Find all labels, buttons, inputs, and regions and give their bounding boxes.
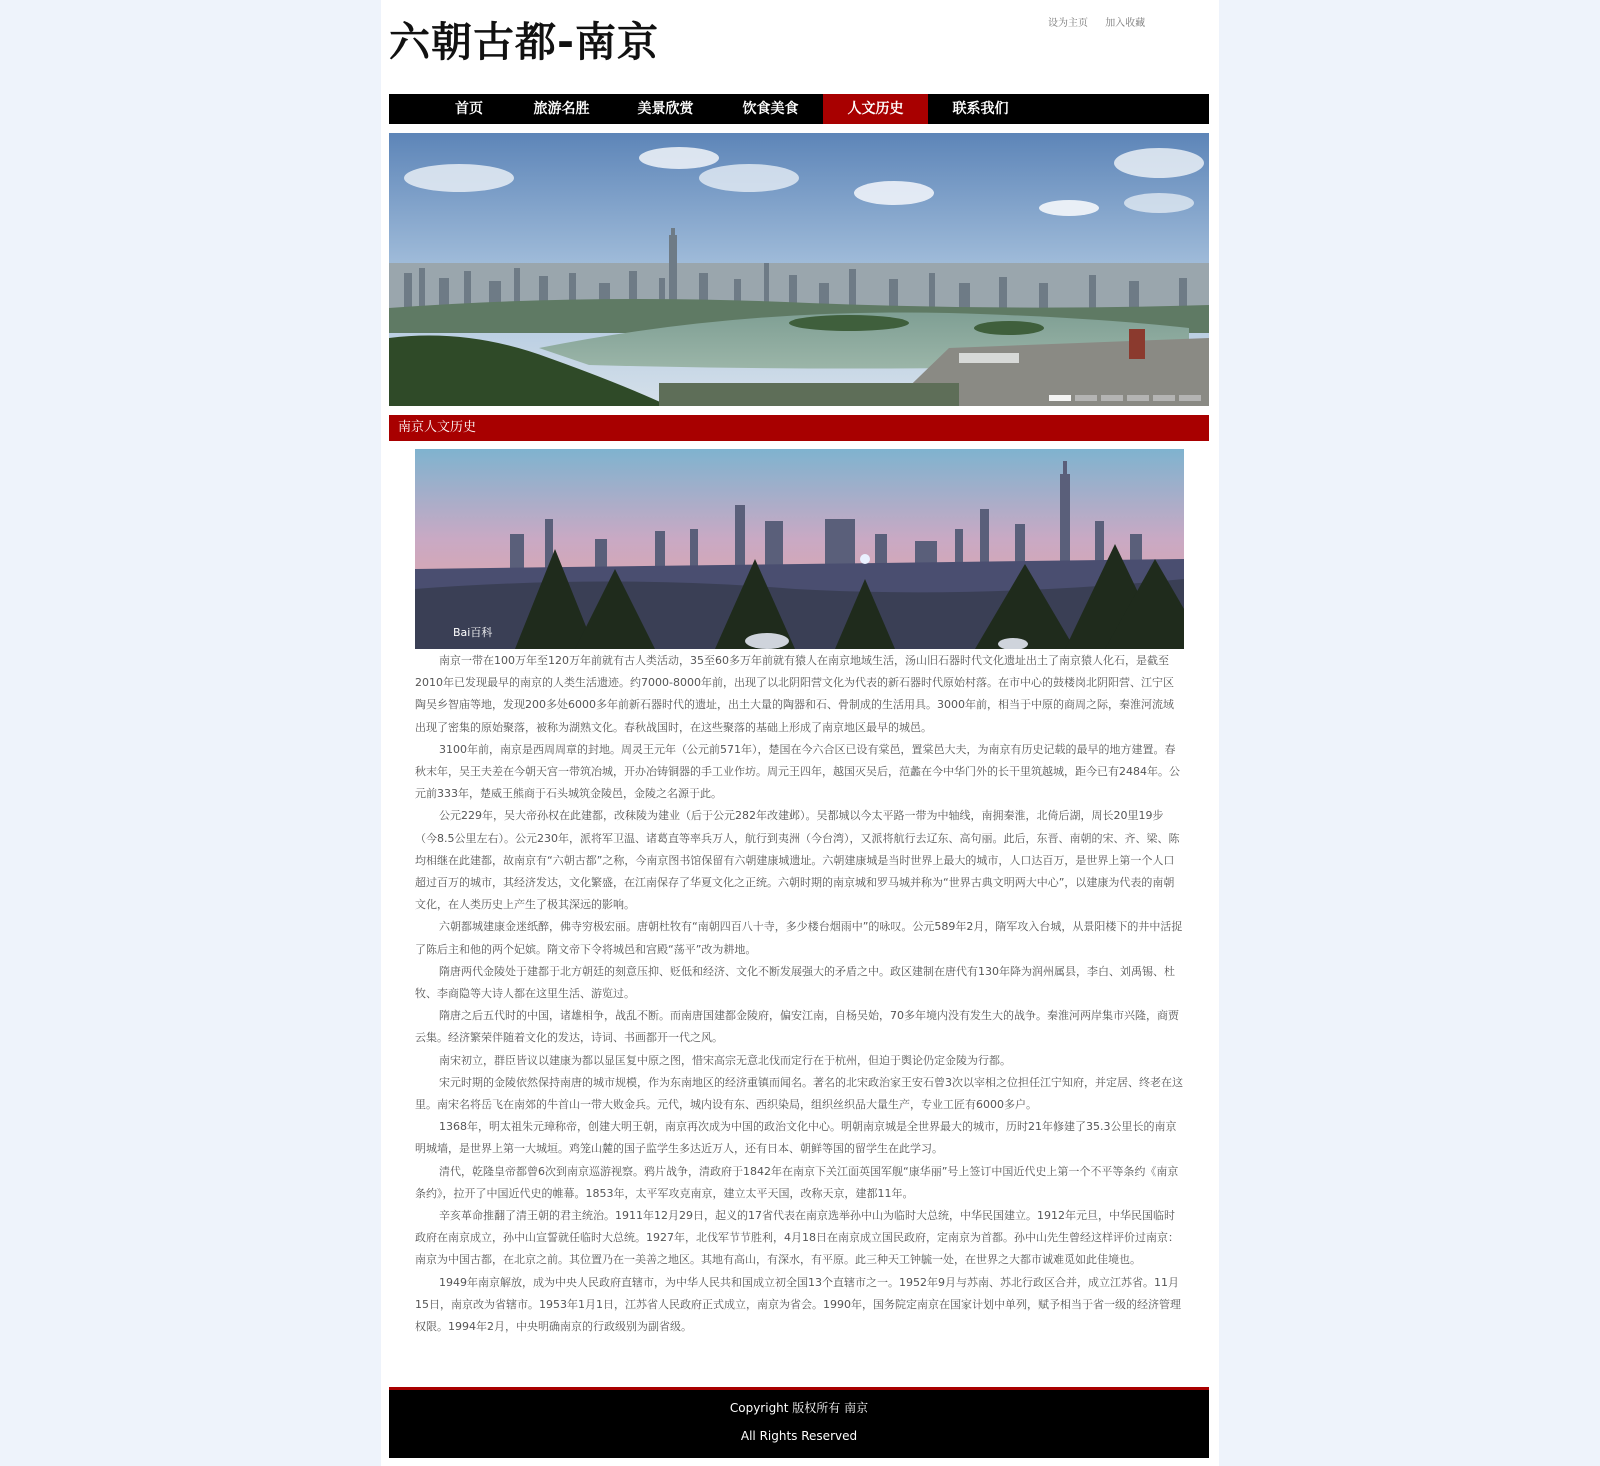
article-paragraph: 隋唐两代金陵处于建都于北方朝廷的刻意压抑、贬低和经济、文化不断发展强大的矛盾之中。政区建制在唐代有130年降为润州属县，李白、刘禹锡、杜牧、李商隐等大诗人都在这里生活、游览过。 — [415, 964, 1175, 1001]
article-paragraph: 3100年前，南京是西周周章的封地。周灵王元年（公元前571年），楚国在今六合区已设有棠邑，置棠邑大夫，为南京有历史记载的最早的地方建置。春秋末年，吴王夫差在今朝天宫一带筑冶城，开办冶铸铜器的手工业作坊。周元王四年，越国灭吴后，范蠡在今中华门外的长干里筑越城，距今已有2484年。公元前333年，楚威王熊商于石头城筑金陵邑，金陵之名源于此。 — [415, 742, 1180, 801]
nav-item-attractions[interactable]: 旅游名胜 — [533, 101, 590, 117]
article-paragraph: 南宋初立，群臣皆议以建康为都以显匡复中原之图，惜宋高宗无意北伐而定行在于杭州，但迫于舆论仍定金陵为行都。 — [439, 1053, 1011, 1067]
baidu-watermark: Bai百科 — [453, 626, 493, 639]
set-homepage-link[interactable]: 设为主页 — [1048, 18, 1088, 29]
main-nav — [389, 94, 1209, 124]
section-title-bar: 南京人文历史 — [389, 415, 1209, 441]
article-paragraph: 1949年南京解放，成为中央人民政府直辖市，为中华人民共和国成立初全国13个直辖市之一。1952年9月与苏南、苏北行政区合并，成立江苏省。11月15日，南京改为省辖市。1953年1月1日，江苏省人民政府正式成立，南京为省会。1990年，国务院定南京在国家计划中单列，赋予相当于省一级的经济管理权限。1994年2月，中央明确南京的行政级别为副省级。 — [415, 1275, 1181, 1334]
banner-image — [389, 133, 1209, 406]
article-paragraph: 清代，乾隆皇帝都曾6次到南京巡游视察。鸦片战争，清政府于1842年在南京下关江面英国军舰“康华丽”号上签订中国近代史上第一个不平等条约《南京条约》，拉开了中国近代史的帷幕。1853年，太平军攻克南京，建立太平天国，改称天京，建都11年。 — [415, 1164, 1179, 1200]
article-paragraph: 辛亥革命推翻了清王朝的君主统治。1911年12月29日，起义的17省代表在南京选举孙中山为临时大总统，中华民国建立。1912年元旦，中华民国临时政府在南京成立，孙中山宣誓就任临时大总统。1927年，北伐军节节胜利，4月18日在南京成立国民政府，定南京为首都。孙中山先生曾经这样评价过南京：南京为中国古都，在北京之前。其位置乃在一美善之地区。其地有高山，有深水，有平原。此三种天工钟毓一处，在世界之大都市诚难觅如此佳境也。 — [415, 1209, 1179, 1267]
nav-item-scenery[interactable]: 美景欣赏 — [637, 101, 694, 117]
site-title: 六朝古都-南京 — [389, 18, 660, 66]
add-bookmark-link[interactable]: 加入收藏 — [1105, 18, 1146, 29]
article-paragraph: 隋唐之后五代时的中国，诸雄相争，战乱不断。而南唐国建都金陵府，偏安江南，自杨吴始，70多年境内没有发生大的战争。秦淮河两岸集市兴隆，商贾云集。经济繁荣伴随着文化的发达，诗词、书画都开一代之风。 — [415, 1009, 1179, 1045]
footer-rights: All Rights Reserved — [740, 1429, 858, 1443]
article-paragraph: 公元229年，吴大帝孙权在此建都，改秣陵为建业（后于公元282年改建邺）。吴都城以今太平路一带为中轴线，南拥秦淮，北倚后湖，周长20里19步（今8.5公里左右）。公元230年，派将军卫温、诸葛直等率兵万人，航行到夷洲（今台湾），又派将航行去辽东、高句丽。此后，东晋、南朝的宋、齐、梁、陈均相继在此建都，故南京有“六朝古都”之称，今南京图书馆保留有六朝建康城遗址。六朝建康城是当时世界上最大的城市，人口达百万，是世界上第一个人口超过百万的城市，其经济发达，文化繁盛，在江南保存了华夏文化之正统。六朝时期的南京城和罗马城并称为“世界古典文明两大中心”，以建康为代表的南朝文化，在人类历史上产生了极其深远的影响。 — [415, 809, 1180, 912]
nav-item-history[interactable]: 人文历史 — [823, 94, 928, 124]
nav-item-home[interactable]: 首页 — [455, 101, 483, 117]
top-links — [1048, 14, 1159, 29]
article-photo — [415, 449, 1184, 649]
article-paragraph: 1368年，明太祖朱元璋称帝，创建大明王朝，南京再次成为中国的政治文化中心。明朝南京城是全世界最大的城市，历时21年修建了35.3公里长的南京明城墙，是世界上第一大城垣。鸡笼山麓的国子监学生多达近万人，还有日本、朝鲜等国的留学生在此学习。 — [415, 1120, 1177, 1156]
article-body — [415, 650, 1184, 1338]
article-paragraph: 宋元时期的金陵依然保持南唐的城市规模，作为东南地区的经济重镇而闻名。著名的北宋政治家王安石曾3次以宰相之位担任江宁知府，并定居、终老在这里。南宋名将岳飞在南郊的牛首山一带大败金兵。元代，城内设有东、西织染局，组织丝织品大量生产，专业工匠有6000多户。 — [415, 1075, 1183, 1112]
nav-item-contact[interactable]: 联系我们 — [952, 101, 1009, 117]
footer — [389, 1387, 1209, 1458]
article-paragraph: 六朝都城建康金迷纸醉，佛寺穷极宏丽。唐朝杜牧有“南朝四百八十寺，多少楼台烟雨中”的咏叹。公元589年2月，隋军攻入台城，从景阳楼下的井中活捉了陈后主和他的两个妃嫔。隋文帝下令将城邑和宫殿“荡平”改为耕地。 — [415, 920, 1183, 956]
page-container — [381, 0, 1219, 1466]
nav-item-food[interactable]: 饮食美食 — [742, 101, 799, 117]
footer-copyright: Copyright 版权所有 南京 — [729, 1401, 869, 1415]
article-paragraph: 南京一带在100万年至120万年前就有古人类活动，35至60多万年前就有猿人在南京地域生活，汤山旧石器时代文化遗址出土了南京猿人化石，是截至2010年已发现最早的南京的人类生活遗迹。约7000-8000年前，出现了以北阴阳营文化为代表的新石器时代原始村落。在市中心的鼓楼岗北阴阳营、江宁区陶吴乡智庙等地，发现200多处6000多年前新石器时代的遗址，出土大量的陶器和石、骨制成的生活用具。3000年前，相当于中原的商周之际，秦淮河流域出现了密集的原始聚落，被称为湖熟文化。春秋战国时，在这些聚落的基础上形成了南京地区最早的城邑。 — [415, 654, 1174, 734]
